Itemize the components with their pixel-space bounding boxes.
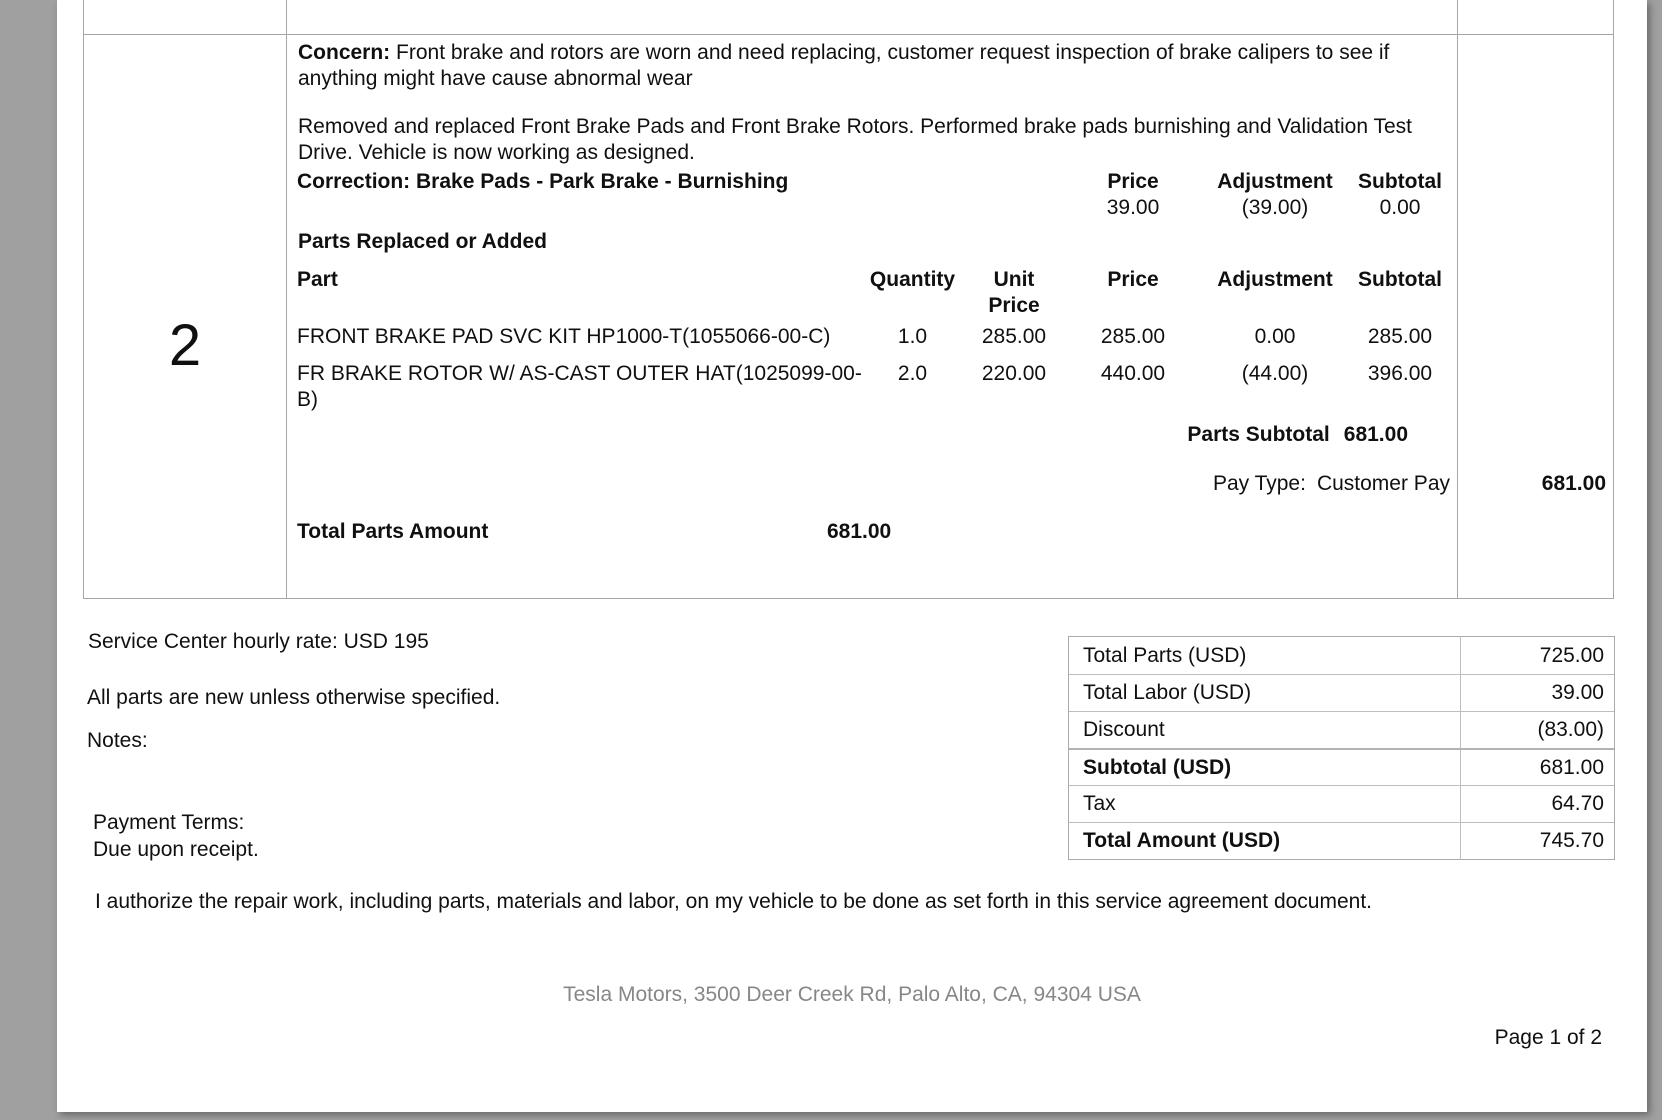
totals-value: (83.00) [1537, 718, 1604, 741]
empty-cell [287, 0, 1458, 34]
document-page [57, 0, 1647, 1112]
totals-label: Total Labor (USD) [1069, 675, 1461, 711]
line-number-cell [84, 35, 287, 598]
pay-amount: 681.00 [1541, 472, 1606, 495]
totals-row [1069, 748, 1614, 785]
totals-value: 681.00 [1539, 755, 1604, 779]
part-unit-price: 285.00 [981, 325, 1047, 348]
part-price: 440.00 [1100, 362, 1166, 385]
concern-text: Front brake and rotors are worn and need replacing, customer request inspection of brake calipers to see if anything might have cause abnormal wear [298, 41, 1390, 90]
correction-subtotal: 0.00 [1379, 196, 1421, 219]
part-quantity: 1.0 [897, 325, 928, 348]
work-performed-paragraph: Removed and replaced Front Brake Pads and Front Brake Rotors. Performed brake pads burnishing and Validation Test Drive. Vehicle is now working as designed. [298, 115, 1413, 164]
correction-label: Correction: Brake Pads - Park Brake - Burnishing [297, 170, 789, 193]
quantity-header: Quantity [869, 268, 956, 291]
company-address-footer: Tesla Motors, 3500 Deer Creek Rd, Palo Alto, CA, 94304 USA [563, 983, 1141, 1006]
part-quantity: 2.0 [897, 362, 928, 385]
authorization-statement: I authorize the repair work, including parts, materials and labor, on my vehicle to be done as set forth in this service agreement document. [95, 890, 1373, 913]
part-row [287, 324, 1457, 350]
unit-price-header [960, 267, 1068, 319]
service-line-row [84, 35, 1613, 598]
parts-header-row [287, 267, 1457, 319]
totals-label: Total Amount (USD) [1069, 823, 1461, 859]
payment-terms-block [93, 809, 259, 863]
adjustment-header: Adjustment [1217, 268, 1333, 291]
totals-row [1069, 711, 1614, 748]
totals-row [1069, 785, 1614, 822]
totals-value: 64.70 [1551, 792, 1604, 815]
table-row-partial [84, 0, 1613, 35]
price-header: Price [1107, 268, 1159, 291]
parts-subtotal-value: 681.00 [1343, 423, 1408, 446]
totals-value: 725.00 [1539, 643, 1604, 667]
new-parts-note: All parts are new unless otherwise specified. [87, 686, 501, 709]
pay-amount-cell [1458, 35, 1613, 598]
pay-type-row [287, 471, 1457, 497]
totals-label: Discount [1069, 712, 1461, 748]
part-unit-price: 220.00 [981, 362, 1047, 385]
pay-type-label: Pay Type: [1212, 472, 1306, 495]
totals-label: Total Parts (USD) [1069, 637, 1461, 674]
pay-type-value: Customer Pay [1316, 472, 1450, 495]
line-number: 2 [168, 313, 202, 378]
hourly-rate-note: Service Center hourly rate: USD 195 [88, 630, 429, 653]
correction-row [287, 169, 1457, 221]
totals-value: 745.70 [1539, 829, 1604, 852]
part-adjustment: (44.00) [1241, 362, 1309, 385]
concern-paragraph [287, 40, 1452, 92]
part-price: 285.00 [1100, 325, 1166, 348]
correction-adjustment-header: Adjustment [1217, 170, 1333, 193]
parts-subtotal-label: Parts Subtotal [1187, 423, 1330, 446]
spacer [297, 195, 1068, 221]
part-adjustment: 0.00 [1254, 325, 1296, 348]
part-subtotal: 396.00 [1367, 362, 1433, 385]
correction-subtotal-header: Subtotal [1358, 170, 1442, 193]
notes-label: Notes: [87, 729, 148, 752]
invoice-totals-table [1068, 636, 1615, 860]
totals-row [1069, 637, 1614, 674]
correction-price-header: Price [1107, 170, 1159, 193]
correction-adjustment: (39.00) [1241, 196, 1309, 219]
empty-cell [84, 0, 287, 34]
totals-label: Tax [1069, 786, 1461, 822]
part-subtotal: 285.00 [1367, 325, 1433, 348]
part-header: Part [297, 268, 338, 291]
service-lines-table [83, 0, 1614, 599]
service-line-detail-cell [287, 35, 1458, 598]
subtotal-header: Subtotal [1358, 268, 1442, 291]
total-parts-value: 681.00 [827, 520, 892, 543]
totals-row [1069, 674, 1614, 711]
page-number: Page 1 of 2 [1494, 1026, 1602, 1049]
part-name: FR BRAKE ROTOR W/ AS-CAST OUTER HAT(1025099-00-B) [297, 362, 862, 411]
part-name: FRONT BRAKE PAD SVC KIT HP1000-T(1055066-00-C) [297, 325, 831, 348]
unit-price-header-text: Unit Price [988, 268, 1040, 317]
payment-terms-label: Payment Terms: [93, 811, 245, 834]
empty-cell [1458, 0, 1613, 34]
totals-row [1069, 822, 1614, 859]
correction-price: 39.00 [1106, 196, 1160, 219]
concern-label: Concern: [298, 41, 391, 64]
totals-label: Subtotal (USD) [1069, 750, 1461, 785]
parts-section-title: Parts Replaced or Added [298, 230, 547, 253]
totals-value: 39.00 [1551, 681, 1604, 704]
total-parts-label: Total Parts Amount [297, 520, 489, 543]
part-row [287, 361, 1457, 413]
parts-subtotal-row [287, 422, 1457, 448]
payment-terms-value: Due upon receipt. [93, 838, 259, 861]
